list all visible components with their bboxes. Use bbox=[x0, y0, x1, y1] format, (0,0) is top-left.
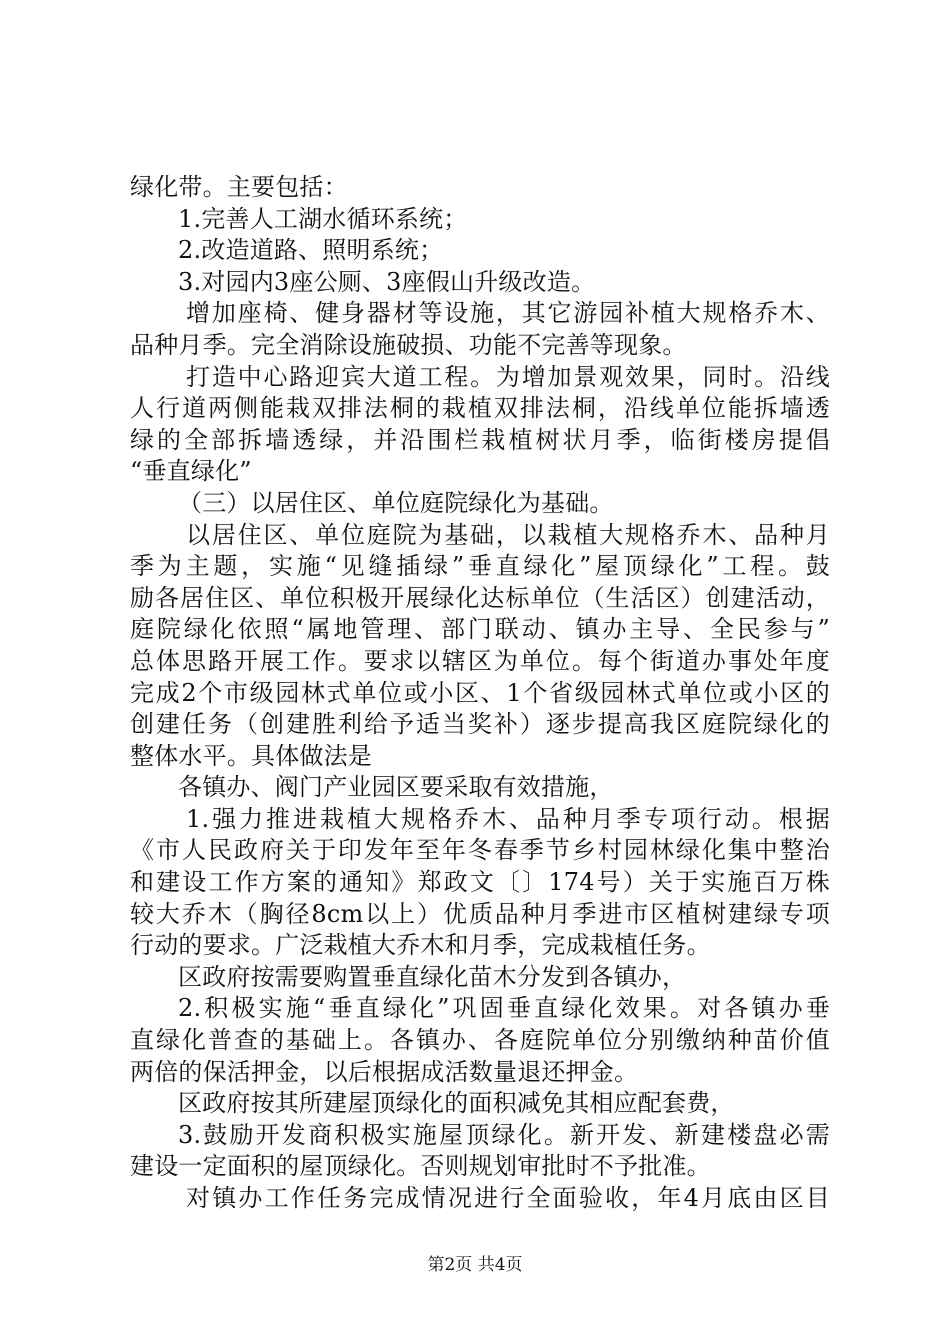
text-line: 行动的要求。广泛栽植大乔木和月季，完成栽植任务。 bbox=[130, 931, 711, 960]
text-line: 励各居住区、单位积极开展绿化达标单位（生活区）创建活动， bbox=[130, 583, 830, 612]
text-line: 季为主题，实施“见缝插绿”垂直绿化”屋顶绿化”工程。鼓 bbox=[130, 552, 830, 581]
text-line: 创建任务（创建胜利给予适当奖补）逐步提高我区庭院绿化的 bbox=[130, 710, 830, 739]
text-line: 3.对园内3座公厕、3座假山升级改造。 bbox=[178, 267, 596, 296]
text-line: 绿化带。主要包括： bbox=[130, 173, 348, 201]
text-line: 庭院绿化依照“属地管理、部门联动、镇办主导、全民参与” bbox=[130, 615, 830, 644]
document-body bbox=[130, 172, 830, 1215]
text-line: 1.强力推进栽植大规格乔木、品种月季专项行动。根据 bbox=[186, 804, 830, 833]
text-line: 总体思路开展工作。要求以辖区为单位。每个街道办事处年度 bbox=[130, 646, 830, 675]
text-line: 人行道两侧能栽双排法桐的栽植双排法桐，沿线单位能拆墙透 bbox=[130, 394, 830, 423]
text-line: 直绿化普查的基础上。各镇办、各庭院单位分别缴纳种苗价值 bbox=[130, 1026, 830, 1055]
text-line: 品种月季。完全消除设施破损、功能不完善等现象。 bbox=[130, 330, 687, 359]
text-line: 建设一定面积的屋顶绿化。否则规划审批时不予批准。 bbox=[130, 1152, 711, 1181]
text-line: 绿的全部拆墙透绿，并沿围栏栽植树状月季，临街楼房提倡 bbox=[130, 425, 830, 454]
text-line: 《市人民政府关于印发年至年冬春季节乡村园林绿化集中整治 bbox=[130, 836, 830, 865]
text-line: 打造中心路迎宾大道工程。为增加景观效果，同时。沿线 bbox=[186, 362, 830, 391]
text-line: 完成2个市级园林式单位或小区、1个省级园林式单位或小区的 bbox=[130, 678, 830, 707]
text-line: （三）以居住区、单位庭院绿化为基础。 bbox=[178, 488, 614, 517]
text-line: 以居住区、单位庭院为基础，以栽植大规格乔木、品种月 bbox=[186, 520, 830, 549]
text-line: 增加座椅、健身器材等设施，其它游园补植大规格乔木、 bbox=[186, 299, 830, 328]
text-line: 区政府按其所建屋顶绿化的面积减免其相应配套费， bbox=[178, 1089, 735, 1118]
text-line: “垂直绿化” bbox=[130, 457, 252, 486]
page-footer: 第2页 共4页 bbox=[427, 1255, 523, 1275]
text-line: 整体水平。具体做法是 bbox=[130, 741, 372, 770]
text-line: 1.完善人工湖水循环系统； bbox=[178, 204, 468, 233]
text-line: 两倍的保活押金，以后根据成活数量退还押金。 bbox=[130, 1057, 639, 1086]
text-line: 和建设工作方案的通知》郑政文〔〕174号）关于实施百万株 bbox=[130, 868, 830, 897]
text-line: 较大乔木（胸径8cm以上）优质品种月季进市区植树建绿专项 bbox=[130, 899, 830, 928]
text-line: 各镇办、阀门产业园区要采取有效措施， bbox=[178, 773, 614, 802]
text-line: 3.鼓励开发商积极实施屋顶绿化。新开发、新建楼盘必需 bbox=[178, 1120, 830, 1149]
text-line: 2.改造道路、照明系统； bbox=[178, 236, 444, 265]
text-line: 2.积极实施“垂直绿化”巩固垂直绿化效果。对各镇办垂 bbox=[178, 994, 830, 1023]
text-line: 对镇办工作任务完成情况进行全面验收，年4月底由区目 bbox=[186, 1184, 830, 1212]
text-line: 区政府按需要购置垂直绿化苗木分发到各镇办， bbox=[178, 962, 687, 991]
